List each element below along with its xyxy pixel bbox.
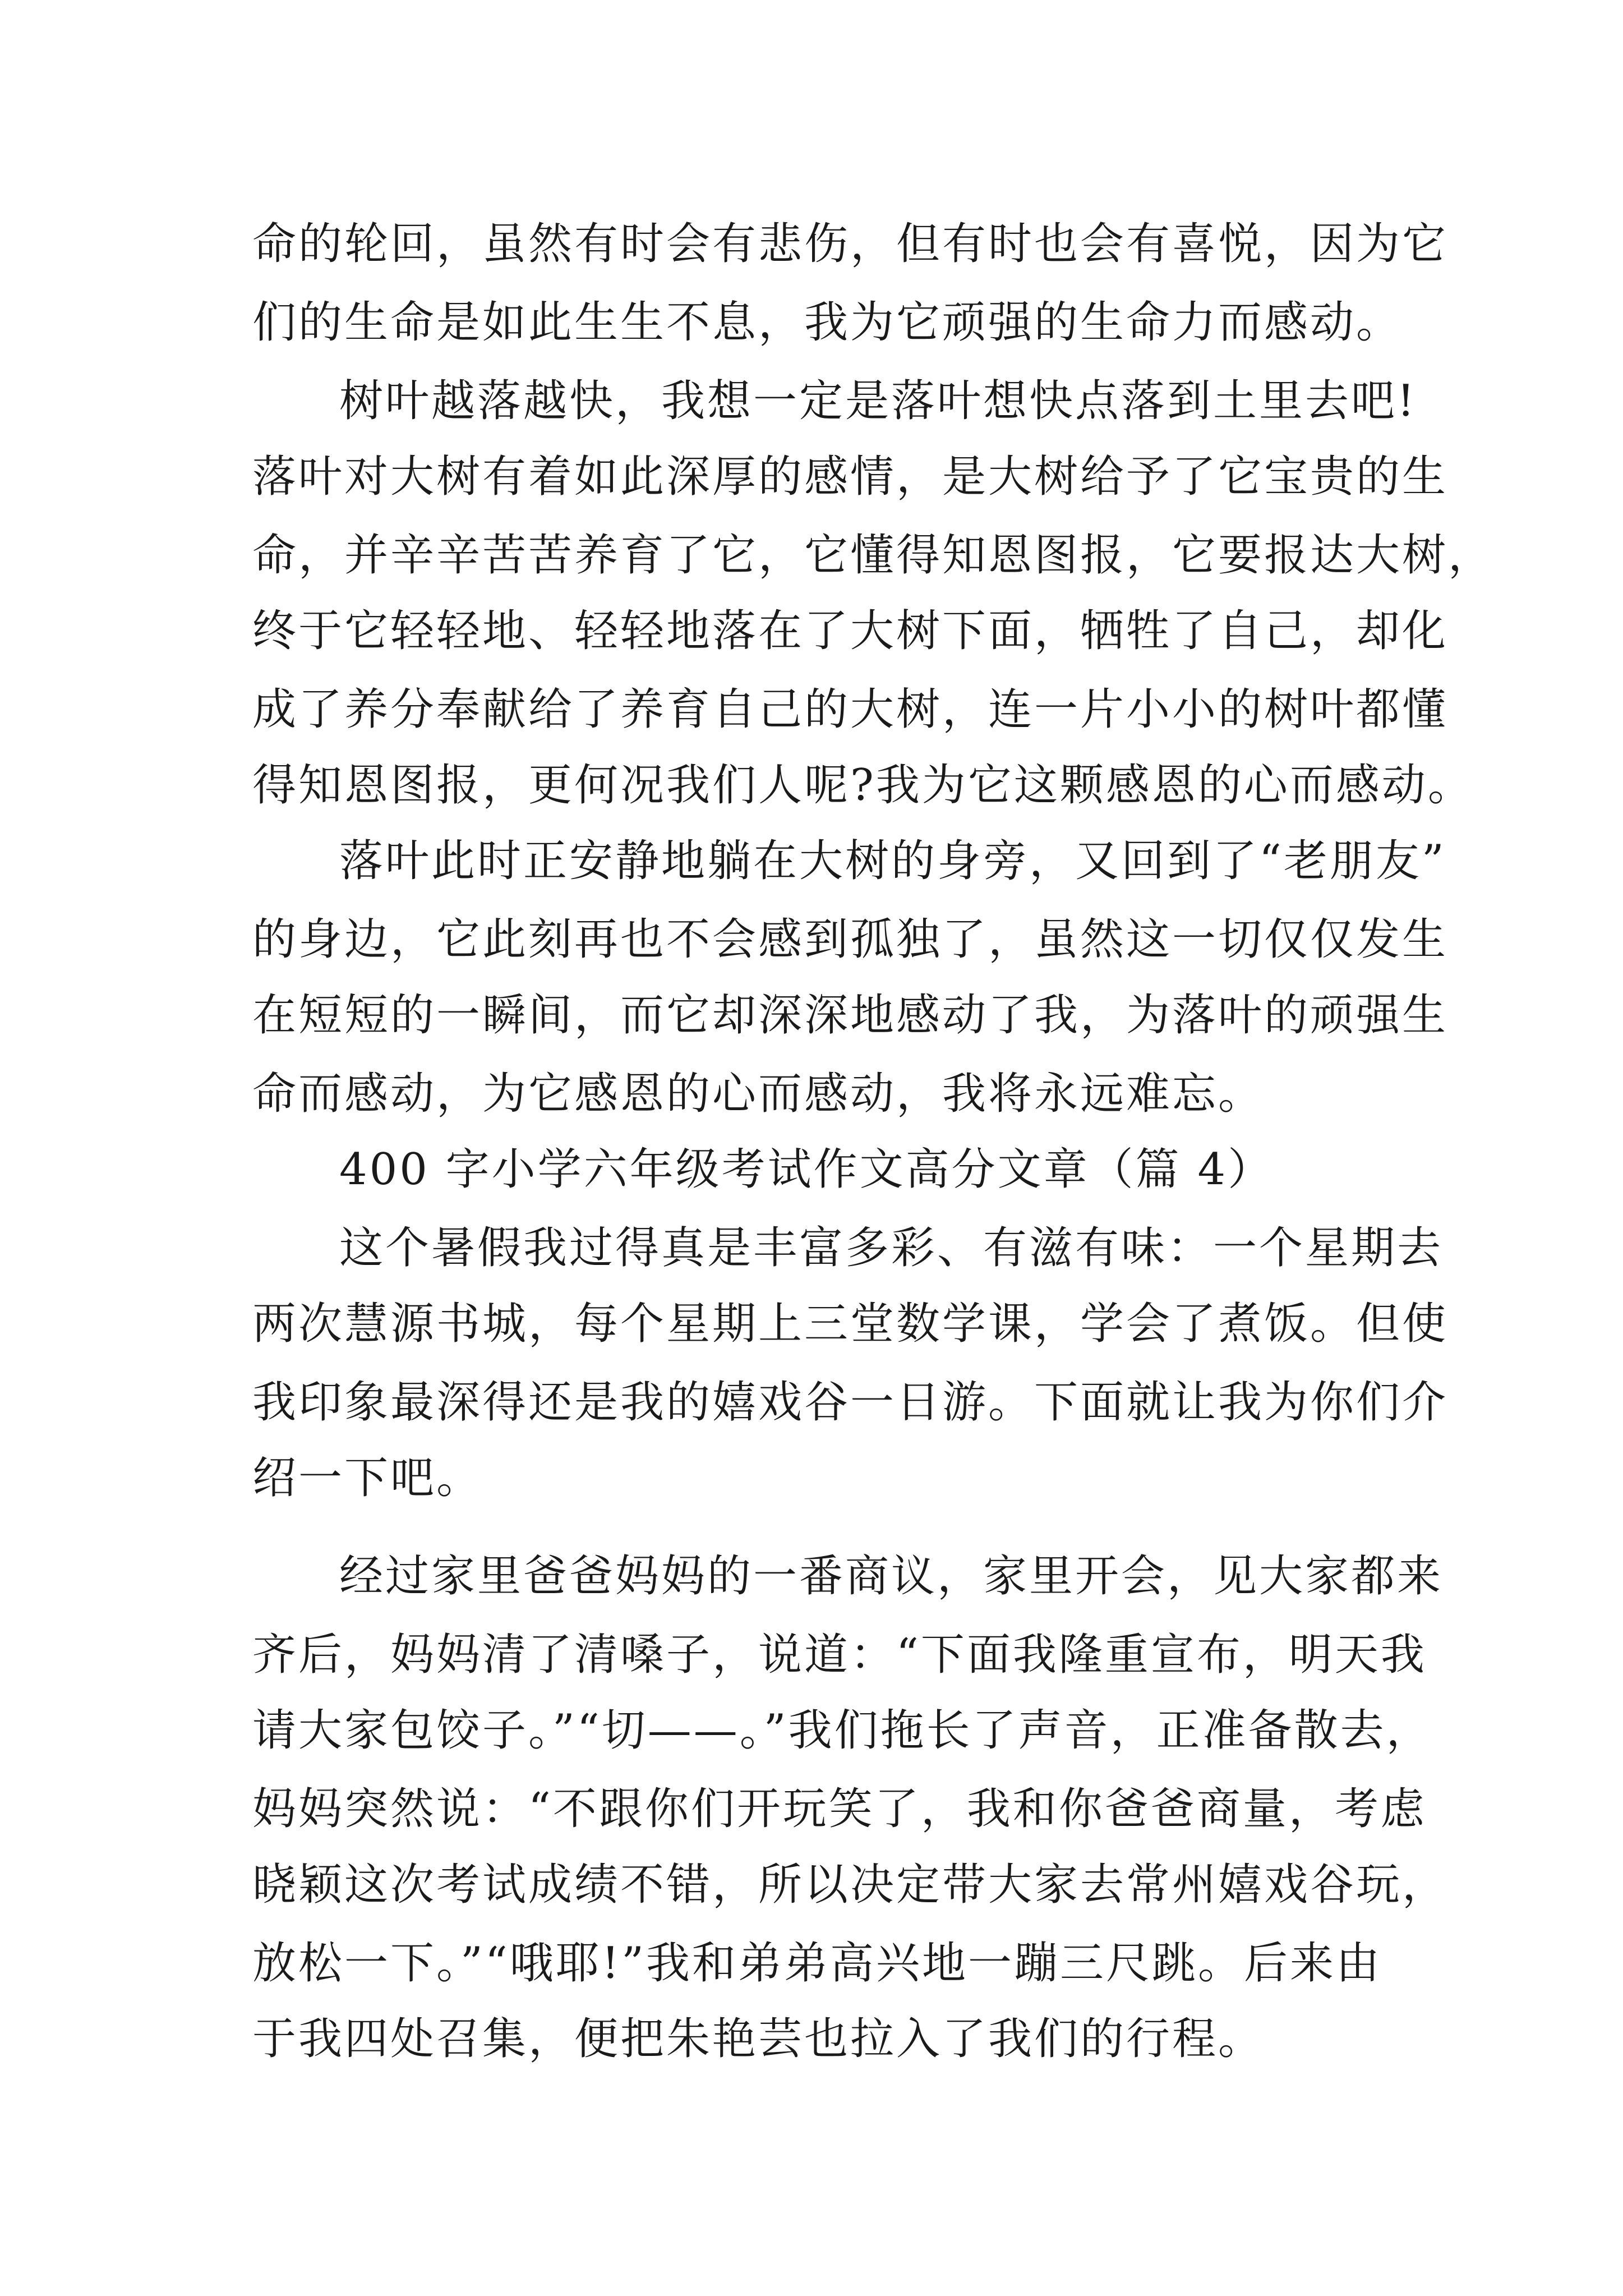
text-line: 落叶对大树有着如此深厚的感情，是大树给予了它宝贵的生 [252, 452, 1449, 502]
text-line: 终于它轻轻地、轻轻地落在了大树下面，牺牲了自己，却化 [252, 606, 1449, 656]
text-line: 在短短的一瞬间，而它却深深地感动了我，为落叶的顽强生 [252, 990, 1449, 1041]
text-line: 这个暑假我过得真是丰富多彩、有滋有味：一个星期去 [339, 1223, 1444, 1273]
text-line: 晓颖这次考试成绩不错，所以决定带大家去常州嬉戏谷玩， [252, 1860, 1449, 1910]
text-line: 两次慧源书城，每个星期上三堂数学课，学会了煮饭。但使 [252, 1299, 1449, 1349]
text-line: 的身边，它此刻再也不会感到孤独了，虽然这一切仅仅发生 [252, 914, 1449, 965]
text-line: 我印象最深得还是我的嬉戏谷一日游。下面就让我为你们介 [252, 1377, 1449, 1428]
text-line: 树叶越落越快，我想一定是落叶想快点落到土里去吧! [339, 376, 1417, 426]
text-line: 齐后，妈妈清了清嗓子，说道：“下面我隆重宣布，明天我 [252, 1630, 1427, 1680]
text-line: 落叶此时正安静地躺在大树的身旁，又回到了“老朋友” [339, 836, 1446, 886]
text-line: 们的生命是如此生生不息，我为它顽强的生命力而感动。 [252, 297, 1403, 348]
text-line: 放松一下。”“哦耶!”我和弟弟高兴地一蹦三尺跳。后来由 [252, 1938, 1382, 1989]
text-line: 命的轮回，虽然有时会有悲伤，但有时也会有喜悦，因为它 [252, 219, 1449, 269]
text-line: 命而感动，为它感恩的心而感动，我将永远难忘。 [252, 1069, 1265, 1119]
text-line: 请大家包饺子。”“切——。”我们拖长了声音，正准备散去， [252, 1705, 1432, 1756]
text-line: 得知恩图报，更何况我们人呢?我为它这颗感恩的心而感动。 [252, 760, 1474, 811]
text-line: 妈妈突然说：“不跟你们开玩笑了，我和你爸爸商量，考虑 [252, 1784, 1427, 1834]
text-line: 于我四处召集，便把朱艳芸也拉入了我们的行程。 [252, 2014, 1265, 2064]
text-line: 绍一下吧。 [252, 1453, 483, 1503]
text-line: 经过家里爸爸妈妈的一番商议，家里开会，见大家都来 [339, 1551, 1444, 1602]
section-heading: 400 字小学六年级考试作文高分文章（篇 4） [339, 1144, 1274, 1195]
text-line: 命，并辛辛苦苦养育了它，它懂得知恩图报，它要报达大树， [252, 530, 1495, 581]
text-line: 成了养分奉献给了养育自己的大树，连一片小小的树叶都懂 [252, 684, 1449, 735]
